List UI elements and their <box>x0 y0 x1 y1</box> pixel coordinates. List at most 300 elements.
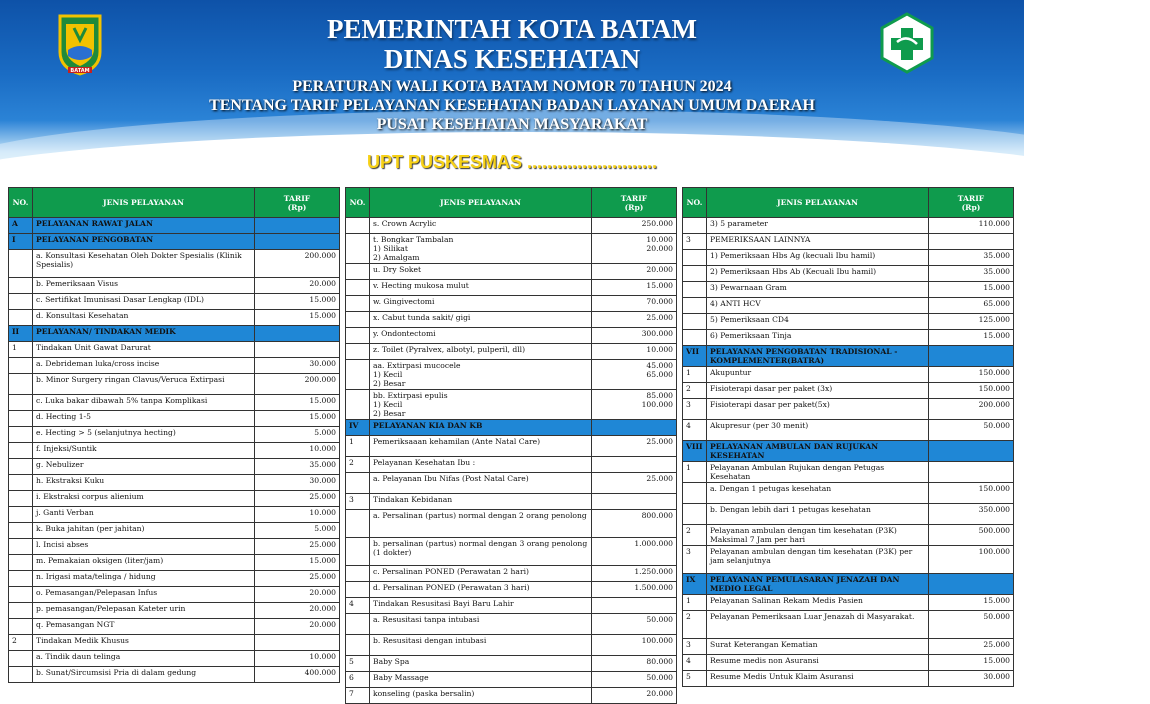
row-number: II <box>9 326 33 342</box>
tariff-value: 15.000 <box>929 595 1014 611</box>
tariff-value: 80.000 <box>592 656 677 672</box>
row-number <box>9 250 33 278</box>
section-row <box>9 234 340 250</box>
service-name: 3) Pewarnaan Gram <box>707 282 929 298</box>
tariff-value: 125.000 <box>929 314 1014 330</box>
tariff-value: 15.000 <box>255 294 340 310</box>
column-header-jenis: JENIS PELAYANAN <box>707 188 929 218</box>
service-name: b. Pemeriksaan Visus <box>33 278 255 294</box>
service-name: c. Sertifikat Imunisasi Dasar Lengkap (IDL) <box>33 294 255 310</box>
table-row <box>9 411 340 427</box>
tariff-value: 5.000 <box>255 427 340 443</box>
service-name: j. Ganti Verban <box>33 507 255 523</box>
row-number <box>683 314 707 330</box>
row-number <box>346 344 370 360</box>
row-number <box>9 459 33 475</box>
table-row <box>683 611 1014 639</box>
table-row <box>683 367 1014 383</box>
service-name: b. Dengan lebih dari 1 petugas kesehatan <box>707 504 929 525</box>
service-name: l. Incisi abses <box>33 539 255 555</box>
tariff-value: 35.000 <box>929 250 1014 266</box>
tariff-value: 35.000 <box>255 459 340 475</box>
table-row <box>346 328 677 344</box>
row-number: 2 <box>683 525 707 546</box>
tariff-value: 10.000 <box>592 344 677 360</box>
row-number <box>9 523 33 539</box>
row-number <box>346 312 370 328</box>
tarif-label: TARIF <box>620 193 648 203</box>
tariff-value: 1.500.000 <box>592 582 677 598</box>
tariff-value: 20.000 <box>255 603 340 619</box>
service-name: a. Pelayanan Ibu Nifas (Post Natal Care) <box>370 473 592 494</box>
tariff-value <box>255 326 340 342</box>
service-name: 1) Pemeriksaan Hbs Ag (kecuali Ibu hamil) <box>707 250 929 266</box>
tariff-value: 150.000 <box>929 383 1014 399</box>
row-number <box>346 473 370 494</box>
table-row <box>346 672 677 688</box>
service-name: bb. Extirpasi epulis 1) Kecil 2) Besar <box>370 390 592 420</box>
tariff-value: 15.000 <box>255 310 340 326</box>
tarif-label: TARIF <box>283 193 311 203</box>
service-name: w. Gingivectomi <box>370 296 592 312</box>
section-row <box>683 574 1014 595</box>
tariff-value: 50.000 <box>592 614 677 635</box>
service-name: p. pemasangan/Pelepasan Kateter urin <box>33 603 255 619</box>
service-name: Pemeriksaaan kehamilan (Ante Natal Care) <box>370 436 592 457</box>
service-name: s. Crown Acrylic <box>370 218 592 234</box>
row-number <box>346 328 370 344</box>
service-name: c. Persalinan PONED (Perawatan 2 hari) <box>370 566 592 582</box>
service-name: e. Hecting > 5 (selanjutnya hecting) <box>33 427 255 443</box>
tariff-value: 10.000 <box>255 651 340 667</box>
tariff-value <box>255 218 340 234</box>
table-row <box>346 264 677 280</box>
tariff-value: 25.000 <box>592 436 677 457</box>
table-row <box>683 525 1014 546</box>
table-row <box>9 358 340 374</box>
upt-puskesmas-label: UPT PUSKESMAS .......................... <box>366 152 658 172</box>
tariff-value: 10.000 <box>255 507 340 523</box>
table-row <box>9 310 340 326</box>
tariff-value: 1.250.000 <box>592 566 677 582</box>
table-row <box>683 655 1014 671</box>
table-row <box>346 494 677 510</box>
service-name: Tindakan Medik Khusus <box>33 635 255 651</box>
column-header-jenis: JENIS PELAYANAN <box>33 188 255 218</box>
table-row <box>683 218 1014 234</box>
table-header-row <box>683 188 1014 218</box>
tariff-value <box>592 420 677 436</box>
service-name: m. Pemakaian oksigen (liter/jam) <box>33 555 255 571</box>
table-row <box>9 459 340 475</box>
tariff-value: 25.000 <box>255 539 340 555</box>
tariff-value <box>255 635 340 651</box>
table-row <box>346 218 677 234</box>
section-row <box>346 420 677 436</box>
row-number <box>9 667 33 683</box>
service-name: Akupresur (per 30 menit) <box>707 420 929 441</box>
row-number <box>346 280 370 296</box>
row-number <box>9 294 33 310</box>
row-number: 5 <box>346 656 370 672</box>
row-number: 7 <box>346 688 370 704</box>
column-header-tarif <box>929 188 1014 218</box>
row-number: 3 <box>683 639 707 655</box>
tariff-value <box>255 234 340 250</box>
table-row <box>346 390 677 420</box>
service-name: Tindakan Unit Gawat Darurat <box>33 342 255 358</box>
table-row <box>346 566 677 582</box>
service-name: Tindakan Kebidanan <box>370 494 592 510</box>
table-row <box>346 688 677 704</box>
service-name: Baby Massage <box>370 672 592 688</box>
row-number <box>346 614 370 635</box>
row-number <box>346 218 370 234</box>
table-row <box>9 443 340 459</box>
service-name: Resume medis non Asuransi <box>707 655 929 671</box>
service-name: 5) Pemeriksaan CD4 <box>707 314 929 330</box>
table-row <box>683 330 1014 346</box>
service-name: x. Cabut tunda sakit/ gigi <box>370 312 592 328</box>
column-header-tarif <box>592 188 677 218</box>
tariff-value: 30.000 <box>255 475 340 491</box>
row-number <box>683 504 707 525</box>
service-name: h. Ekstraksi Kuku <box>33 475 255 491</box>
table-row <box>9 395 340 411</box>
row-number <box>683 483 707 504</box>
tariff-value: 100.000 <box>929 546 1014 574</box>
tariff-value: 200.000 <box>255 250 340 278</box>
table-row <box>346 312 677 328</box>
row-number <box>9 587 33 603</box>
table-row <box>9 651 340 667</box>
service-name: 4) ANTI HCV <box>707 298 929 314</box>
service-name: PELAYANAN AMBULAN DAN RUJUKAN KESEHATAN <box>707 441 929 462</box>
tariff-value <box>592 598 677 614</box>
row-number <box>9 507 33 523</box>
tariff-value <box>929 234 1014 250</box>
service-name: f. Injeksi/Suntik <box>33 443 255 459</box>
column-header-tarif <box>255 188 340 218</box>
table-row <box>683 250 1014 266</box>
tariff-value: 20.000 <box>592 264 677 280</box>
row-number <box>346 635 370 656</box>
row-number <box>683 250 707 266</box>
tariff-value: 500.000 <box>929 525 1014 546</box>
row-number <box>9 539 33 555</box>
tariff-value: 70.000 <box>592 296 677 312</box>
service-name: a. Resusitasi tanpa intubasi <box>370 614 592 635</box>
row-number <box>9 571 33 587</box>
row-number <box>683 330 707 346</box>
service-name: konseling (paska bersalin) <box>370 688 592 704</box>
service-name: Pelayanan Pemeriksaan Luar Jenazah di Masyarakat. <box>707 611 929 639</box>
title-city-government: PEMERINTAH KOTA BATAM <box>326 14 697 44</box>
row-number: 6 <box>346 672 370 688</box>
table-row <box>683 595 1014 611</box>
row-number: 1 <box>683 462 707 483</box>
tariff-value: 25.000 <box>929 639 1014 655</box>
service-name: 6) Pemeriksaan Tinja <box>707 330 929 346</box>
service-name: PELAYANAN/ TINDAKAN MEDIK <box>33 326 255 342</box>
row-number: 2 <box>683 611 707 639</box>
tariff-value: 15.000 <box>929 282 1014 298</box>
table-row <box>9 539 340 555</box>
service-name: c. Luka bakar dibawah 5% tanpa Komplikasi <box>33 395 255 411</box>
tariff-value: 15.000 <box>929 330 1014 346</box>
row-number: IX <box>683 574 707 595</box>
service-name: Resume Medis Untuk Klaim Asuransi <box>707 671 929 687</box>
table-row <box>346 360 677 390</box>
tariff-value: 5.000 <box>255 523 340 539</box>
row-number: 2 <box>346 457 370 473</box>
tariff-value <box>592 494 677 510</box>
tariff-value <box>929 346 1014 367</box>
tarif-unit: (Rp) <box>287 202 307 212</box>
tariff-value: 65.000 <box>929 298 1014 314</box>
row-number: 3 <box>683 234 707 250</box>
title-health-department: DINAS KESEHATAN <box>383 44 641 74</box>
tariff-value: 100.000 <box>592 635 677 656</box>
row-number: 2 <box>683 383 707 399</box>
service-name: 2) Pemeriksaan Hbs Ab (Kecuali Ibu hamil) <box>707 266 929 282</box>
column-header-no: NO. <box>9 188 33 218</box>
row-number <box>346 538 370 566</box>
table-row <box>9 603 340 619</box>
service-name: a. Dengan 1 petugas kesehatan <box>707 483 929 504</box>
table-row <box>683 298 1014 314</box>
table-row <box>9 250 340 278</box>
table-row <box>683 639 1014 655</box>
row-number <box>683 282 707 298</box>
tariff-value: 150.000 <box>929 483 1014 504</box>
table-row <box>346 538 677 566</box>
row-number <box>346 566 370 582</box>
row-number <box>346 296 370 312</box>
service-name: Surat Keterangan Kematian <box>707 639 929 655</box>
tariff-value: 50.000 <box>929 611 1014 639</box>
tariff-value: 15.000 <box>255 411 340 427</box>
table-row <box>9 475 340 491</box>
service-name: PELAYANAN KIA DAN KB <box>370 420 592 436</box>
tariff-value: 25.000 <box>592 312 677 328</box>
row-number <box>683 266 707 282</box>
table-row <box>683 234 1014 250</box>
service-name: PELAYANAN PENGOBATAN TRADISIONAL - KOMPLEMENTER(BATRA) <box>707 346 929 367</box>
table-row <box>346 510 677 538</box>
table-row <box>9 555 340 571</box>
tariff-value <box>929 574 1014 595</box>
row-number: A <box>9 218 33 234</box>
service-name: d. Konsultasi Kesehatan <box>33 310 255 326</box>
tariff-value <box>255 342 340 358</box>
table-row <box>683 671 1014 687</box>
row-number <box>346 360 370 390</box>
tariff-value: 30.000 <box>929 671 1014 687</box>
tariff-value: 150.000 <box>929 367 1014 383</box>
table-row <box>346 234 677 264</box>
table-row <box>9 491 340 507</box>
row-number <box>9 475 33 491</box>
tarif-unit: (Rp) <box>624 202 644 212</box>
tariff-value: 15.000 <box>255 555 340 571</box>
table-row <box>683 282 1014 298</box>
row-number: 5 <box>683 671 707 687</box>
tariff-value: 20.000 <box>255 619 340 635</box>
row-number <box>346 234 370 264</box>
row-number <box>346 390 370 420</box>
row-number <box>9 278 33 294</box>
table-header-row <box>346 188 677 218</box>
service-name: a. Debrideman luka/cross incise <box>33 358 255 374</box>
tariff-value: 50.000 <box>592 672 677 688</box>
tariff-value: 200.000 <box>929 399 1014 420</box>
table-row <box>9 667 340 683</box>
table-row <box>346 436 677 457</box>
service-name: i. Ekstraksi corpus alienium <box>33 491 255 507</box>
tariff-value: 35.000 <box>929 266 1014 282</box>
table-row <box>9 507 340 523</box>
service-name: n. Irigasi mata/telinga / hidung <box>33 571 255 587</box>
table-row <box>683 314 1014 330</box>
service-name: PEMERIKSAAN LAINNYA <box>707 234 929 250</box>
table-row <box>683 483 1014 504</box>
section-row <box>683 346 1014 367</box>
row-number: 1 <box>683 595 707 611</box>
table-header-row <box>9 188 340 218</box>
row-number: 4 <box>683 655 707 671</box>
tariff-value: 50.000 <box>929 420 1014 441</box>
table-row <box>346 656 677 672</box>
tariff-value: 400.000 <box>255 667 340 683</box>
service-name: Fisioterapi dasar per paket (3x) <box>707 383 929 399</box>
service-name: aa. Extirpasi mucocele 1) Kecil 2) Besar <box>370 360 592 390</box>
row-number <box>9 603 33 619</box>
tariff-value: 15.000 <box>592 280 677 296</box>
column-header-no: NO. <box>346 188 370 218</box>
row-number: 4 <box>683 420 707 441</box>
row-number: 1 <box>9 342 33 358</box>
service-name: Pelayanan Ambulan Rujukan dengan Petugas Kesehatan <box>707 462 929 483</box>
tariff-value: 25.000 <box>592 473 677 494</box>
table-row <box>346 280 677 296</box>
tariff-value <box>929 462 1014 483</box>
tariff-value: 110.000 <box>929 218 1014 234</box>
service-name: a. Tindik daun telinga <box>33 651 255 667</box>
table-row <box>346 344 677 360</box>
column-header-jenis: JENIS PELAYANAN <box>370 188 592 218</box>
section-row <box>9 326 340 342</box>
service-name: 3) 5 parameter <box>707 218 929 234</box>
table-row <box>346 457 677 473</box>
service-name: Fisioterapi dasar per paket(5x) <box>707 399 929 420</box>
row-number <box>683 218 707 234</box>
service-name: k. Buka jahitan (per jahitan) <box>33 523 255 539</box>
table-row <box>346 635 677 656</box>
row-number <box>9 411 33 427</box>
service-name: b. persalinan (partus) normal dengan 3 orang penolong (1 dokter) <box>370 538 592 566</box>
table-row <box>9 619 340 635</box>
table-row <box>346 582 677 598</box>
table-row <box>683 383 1014 399</box>
service-name: PELAYANAN PEMULASARAN JENAZAH DAN MEDIO LEGAL <box>707 574 929 595</box>
table-row <box>9 278 340 294</box>
service-name: a. Persalinan (partus) normal dengan 2 orang penolong <box>370 510 592 538</box>
row-number <box>9 491 33 507</box>
service-name: PELAYANAN PENGOBATAN <box>33 234 255 250</box>
subtitle-about: TENTANG TARIF PELAYANAN KESEHATAN BADAN LAYANAN UMUM DAERAH <box>209 97 815 114</box>
tarif-unit: (Rp) <box>961 202 981 212</box>
row-number: 1 <box>346 436 370 457</box>
tariff-value: 200.000 <box>255 374 340 395</box>
table-row <box>9 294 340 310</box>
service-name: z. Toilet (Pyralvex, albotyl, pulperil, dll) <box>370 344 592 360</box>
service-name: t. Bongkar Tambalan 1) Silikat 2) Amalgam <box>370 234 592 264</box>
service-name: Pelayanan ambulan dengan tim kesehatan (P3K) per jam selanjutnya <box>707 546 929 574</box>
service-name: Pelayanan Kesehatan Ibu : <box>370 457 592 473</box>
row-number <box>346 510 370 538</box>
row-number: 1 <box>683 367 707 383</box>
tarif-label: TARIF <box>957 193 985 203</box>
service-name: g. Nebulizer <box>33 459 255 475</box>
service-name: d. Persalinan PONED (Perawatan 3 hari) <box>370 582 592 598</box>
table-row <box>9 523 340 539</box>
service-name: o. Pemasangan/Pelepasan Infus <box>33 587 255 603</box>
service-name: Tindakan Resusitasi Bayi Baru Lahir <box>370 598 592 614</box>
tariff-value: 300.000 <box>592 328 677 344</box>
table-row <box>683 504 1014 525</box>
service-name: Pelayanan Salinan Rekam Medis Pasien <box>707 595 929 611</box>
table-row <box>9 427 340 443</box>
row-number <box>9 395 33 411</box>
row-number <box>346 582 370 598</box>
tariff-value: 20.000 <box>255 278 340 294</box>
service-name: a. Konsultasi Kesehatan Oleh Dokter Spesialis (Klinik Spesialis) <box>33 250 255 278</box>
service-name: b. Sunat/Sircumsisi Pria di dalam gedung <box>33 667 255 683</box>
service-name: PELAYANAN RAWAT JALAN <box>33 218 255 234</box>
tariff-table-2 <box>345 187 677 704</box>
subtitle-puskesmas: PUSAT KESEHATAN MASYARAKAT <box>376 116 648 133</box>
table-row <box>683 546 1014 574</box>
row-number <box>683 298 707 314</box>
table-row <box>683 266 1014 282</box>
service-name: Pelayanan ambulan dengan tim kesehatan (P3K) Maksimal 7 Jam per hari <box>707 525 929 546</box>
page-header <box>0 0 1024 185</box>
row-number <box>9 358 33 374</box>
row-number <box>9 619 33 635</box>
table-row <box>346 598 677 614</box>
tariff-value: 15.000 <box>929 655 1014 671</box>
svg-text:BATAM: BATAM <box>70 68 90 74</box>
service-name: Akupuntur <box>707 367 929 383</box>
tariff-value: 45.000 65.000 <box>592 360 677 390</box>
service-name: u. Dry Soket <box>370 264 592 280</box>
tariff-value: 85.000 100.000 <box>592 390 677 420</box>
tariff-table-3 <box>682 187 1014 687</box>
tariff-value: 25.000 <box>255 491 340 507</box>
tariff-value: 350.000 <box>929 504 1014 525</box>
tariff-value: 15.000 <box>255 395 340 411</box>
row-number: IV <box>346 420 370 436</box>
row-number <box>9 427 33 443</box>
tariff-value: 25.000 <box>255 571 340 587</box>
subtitle-regulation: PERATURAN WALI KOTA BATAM NOMOR 70 TAHUN 2024 <box>292 78 732 95</box>
row-number: VII <box>683 346 707 367</box>
service-name: y. Ondontectomi <box>370 328 592 344</box>
table-row <box>9 587 340 603</box>
table-row <box>346 614 677 635</box>
table-row <box>683 462 1014 483</box>
